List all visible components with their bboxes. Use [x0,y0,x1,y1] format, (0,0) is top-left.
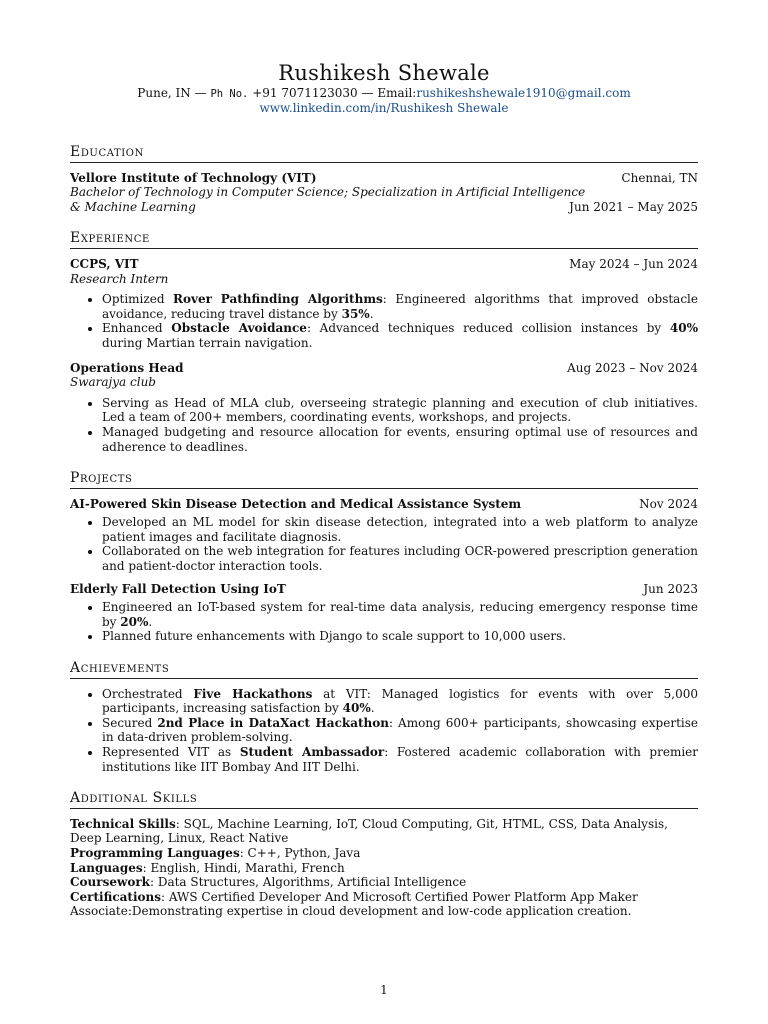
email-label: Email: [377,86,417,100]
experience-header [70,361,698,376]
education-row [70,171,698,186]
text: during Martian terrain navigation. [102,335,313,350]
programming-languages [70,846,698,861]
separator: — [190,86,211,100]
section-title-education: Education [70,145,698,163]
phone-label: Ph No. [210,88,249,100]
location: Pune, IN [137,86,191,100]
experience-role: Swarajya club [70,375,156,390]
technical-skills [70,817,698,846]
linkedin-link[interactable]: www.linkedin.com/in/Rushikesh Shewale [259,101,509,115]
text: Enhanced [102,321,172,336]
project-bullets [70,600,698,644]
experience-org: CCPS, VIT [70,256,139,271]
label: Certifications [70,889,162,904]
text: 35% [341,306,370,321]
text: at VIT: Managed logistics for events with over 5,000 participants, increasing satisfaction by [102,686,698,716]
list-item [102,745,698,774]
text: Engineered an IoT-based system for real-time data analysis, reducing emergency response time by [102,600,698,629]
section-title-experience: Experience [70,231,698,249]
text: : Among 600+ participants, showcasing expertise in data-driven problem-solving. [102,715,698,745]
list-item: • Managed budgeting and resource allocation for events, ensuring optimal use of resources and adherence to deadlines. [102,425,698,454]
experience-entry [70,361,698,455]
list-item: • Developed an ML model for skin disease detection, integrated into a web platform to analyze patient images and facilitate diagnosis. [102,515,698,544]
text: Represented VIT as [102,745,240,759]
achievements-section [70,661,698,774]
school-location: Chennai, TN [621,170,698,185]
phone-number: +91 7071123030 [248,86,358,100]
education-dates: Jun 2021 – May 2025 [569,199,698,214]
school-name: Vellore Institute of Technology (VIT) [70,170,317,185]
list-item [102,687,698,716]
text: Obstacle Avoidance [171,321,307,336]
value: : English, Hindi, Marathi, French [142,860,345,875]
list-item: • Planned future enhancements with Django to scale support to 10,000 users. [102,629,698,644]
value: : SQL, Machine Learning, IoT, Cloud Computing, Git, HTML, CSS, Data Analysis, Deep Learning, Linux, React Native [70,816,668,846]
experience-dates: May 2024 – Jun 2024 [569,256,698,271]
contact-line [70,86,698,101]
text: Optimized [102,292,174,307]
degree-row [70,200,698,215]
value: : Data Structures, Algorithms, Artificial Intelligence [149,875,467,890]
list-item [102,600,698,629]
experience-role: Research Intern [70,271,169,286]
text: Secured [102,715,158,730]
value: : AWS Certified Developer And Microsoft Certified Power Platform App Maker Associate:Demonstrating expertise in cloud development and low-code application creation. [70,889,638,919]
list-item [102,321,698,350]
text: Orchestrated [102,686,194,701]
text: 40% [669,321,698,336]
email-link[interactable]: rushikeshshewale1910@gmail.com [416,86,631,100]
experience-org: Operations Head [70,360,184,375]
text: Rover Pathfinding Algorithms [173,292,383,307]
project-date: Nov 2024 [639,496,698,511]
text: . [370,701,375,716]
section-title-achievements: Achievements [70,661,698,679]
page-number: 1 [380,983,388,997]
experience-header [70,257,698,272]
linkedin-line [70,101,698,115]
label: Languages [70,860,143,875]
separator: — [357,86,378,100]
text: Five Hackathons [193,686,313,701]
project-entry [70,497,698,574]
experience-entry [70,257,698,351]
project-entry [70,582,698,644]
education-section [70,145,698,214]
project-header [70,497,698,512]
candidate-name: Rushikesh Shewale [278,61,490,85]
coursework [70,875,698,890]
text: Student Ambassador [239,745,385,759]
experience-bullets [70,396,698,454]
languages [70,861,698,876]
text: . [369,306,374,321]
achievement-bullets [70,687,698,775]
project-date: Jun 2023 [643,581,698,596]
degree-line-continued: & Machine Learning [70,199,196,214]
project-bullets [70,515,698,573]
text: : Advanced techniques reduced collision instances by [306,321,670,336]
resume-header [70,0,698,115]
label: Coursework [70,875,150,890]
value: : C++, Python, Java [239,845,361,860]
experience-dates: Aug 2023 – Nov 2024 [567,360,698,375]
resume-page [70,0,698,919]
experience-section [70,231,698,454]
text: . [148,614,153,629]
list-item [102,292,698,321]
list-item: • Serving as Head of MLA club, overseeing strategic planning and execution of club initiatives. Led a team of 200+ members, coordinating events, workshops, and projects. [102,396,698,425]
project-name: AI-Powered Skin Disease Detection and Medical Assistance System [70,496,522,511]
label: Programming Languages [70,845,240,860]
text: : Engineered algorithms that improved obstacle avoidance, reducing travel distance by [102,292,698,321]
projects-section [70,471,698,644]
text: 40% [342,701,371,716]
experience-bullets [70,292,698,350]
skills-section [70,791,698,919]
degree-line: Bachelor of Technology in Computer Science; Specialization in Artificial Intelligence [70,185,586,200]
section-title-skills: Additional Skills [70,791,698,809]
project-header [70,582,698,597]
project-name: Elderly Fall Detection Using IoT [70,581,286,596]
text: 20% [120,614,149,629]
list-item: • Collaborated on the web integration for features including OCR-powered prescription generation and patient-doctor interaction tools. [102,544,698,573]
text: : Fostered academic collaboration with premier institutions like IIT Bombay And IIT Delhi. [102,745,699,774]
list-item [102,716,698,745]
section-title-projects: Projects [70,471,698,489]
label: Technical Skills [70,816,176,831]
certifications [70,890,698,919]
text: 2nd Place in DataXact Hackathon [157,715,389,730]
